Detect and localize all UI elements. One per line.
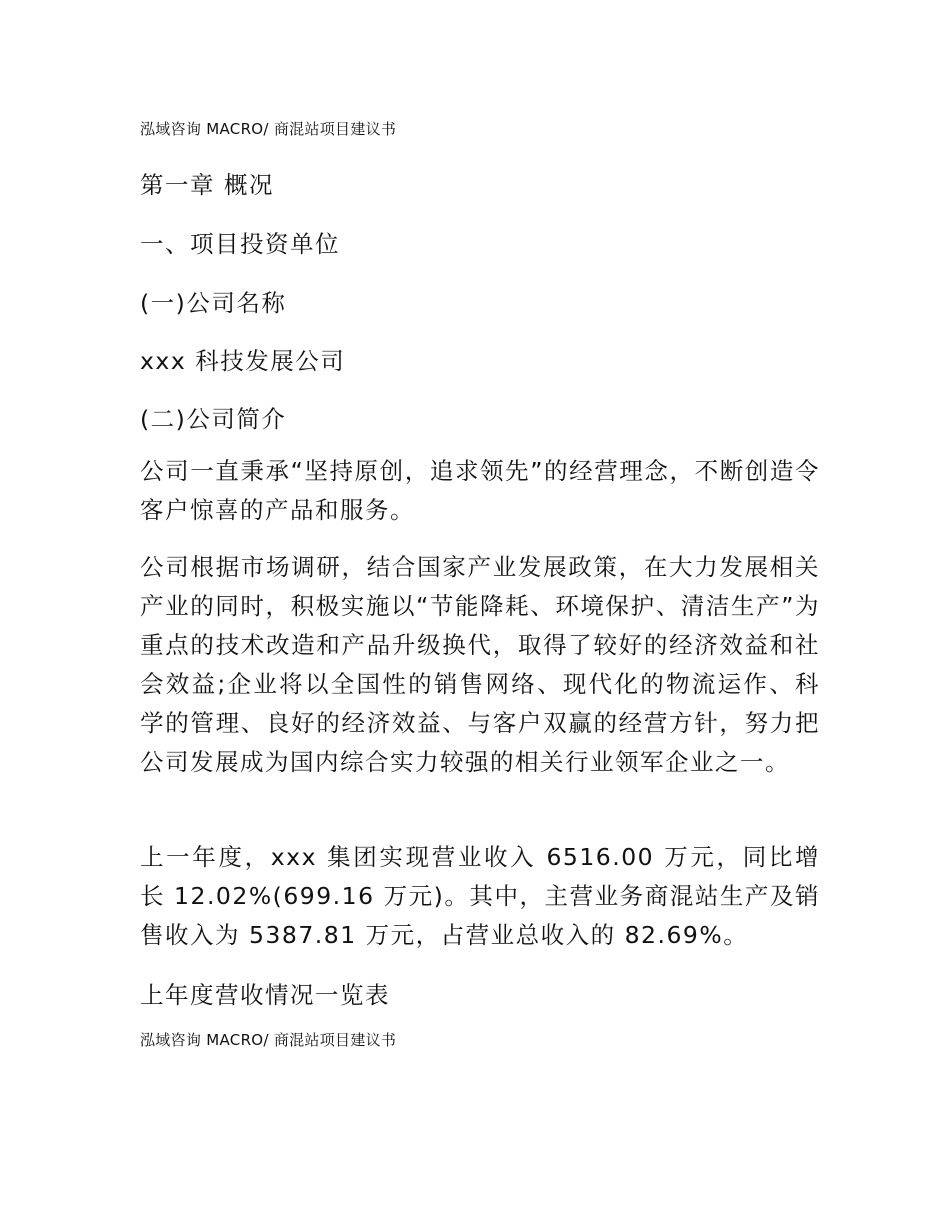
page-footer: 泓域咨询 MACRO/ 商混站项目建议书 [140, 1031, 397, 1049]
page-header: 泓域咨询 MACRO/ 商混站项目建议书 [140, 120, 397, 138]
paragraph-philosophy: 公司一直秉承“坚持原创，追求领先”的经营理念，不断创造令客户惊喜的产品和服务。 [140, 457, 820, 524]
table-caption: 上年度营收情况一览表 [140, 981, 390, 1009]
paragraph-revenue: 上一年度，xxx 集团实现营业收入 6516.00 万元，同比增长 12.02%(699.16 万元)。其中，主营业务商混站生产及销售收入为 5387.81 万元，占营业总收入的 82.69%。 [140, 843, 820, 949]
paragraph-strategy: 公司根据市场调研，结合国家产业发展政策，在大力发展相关产业的同时，积极实施以“节能降耗、环境保护、清洁生产”为重点的技术改造和产品升级换代，取得了较好的经济效益和社会效益;企业将以全国性的销售网络、现代化的物流运作、科学的管理、良好的经济效益、与客户双赢的经营方针，努力把公司发展成为国内综合实力较强的相关行业领军企业之一。 [140, 553, 820, 776]
section-heading: 一、项目投资单位 [140, 230, 340, 258]
chapter-title: 第一章 概况 [140, 171, 274, 199]
subsection-heading-company-profile: (二)公司简介 [140, 405, 287, 433]
company-name: xxx 科技发展公司 [140, 347, 346, 375]
subsection-heading-company-name: (一)公司名称 [140, 289, 287, 317]
